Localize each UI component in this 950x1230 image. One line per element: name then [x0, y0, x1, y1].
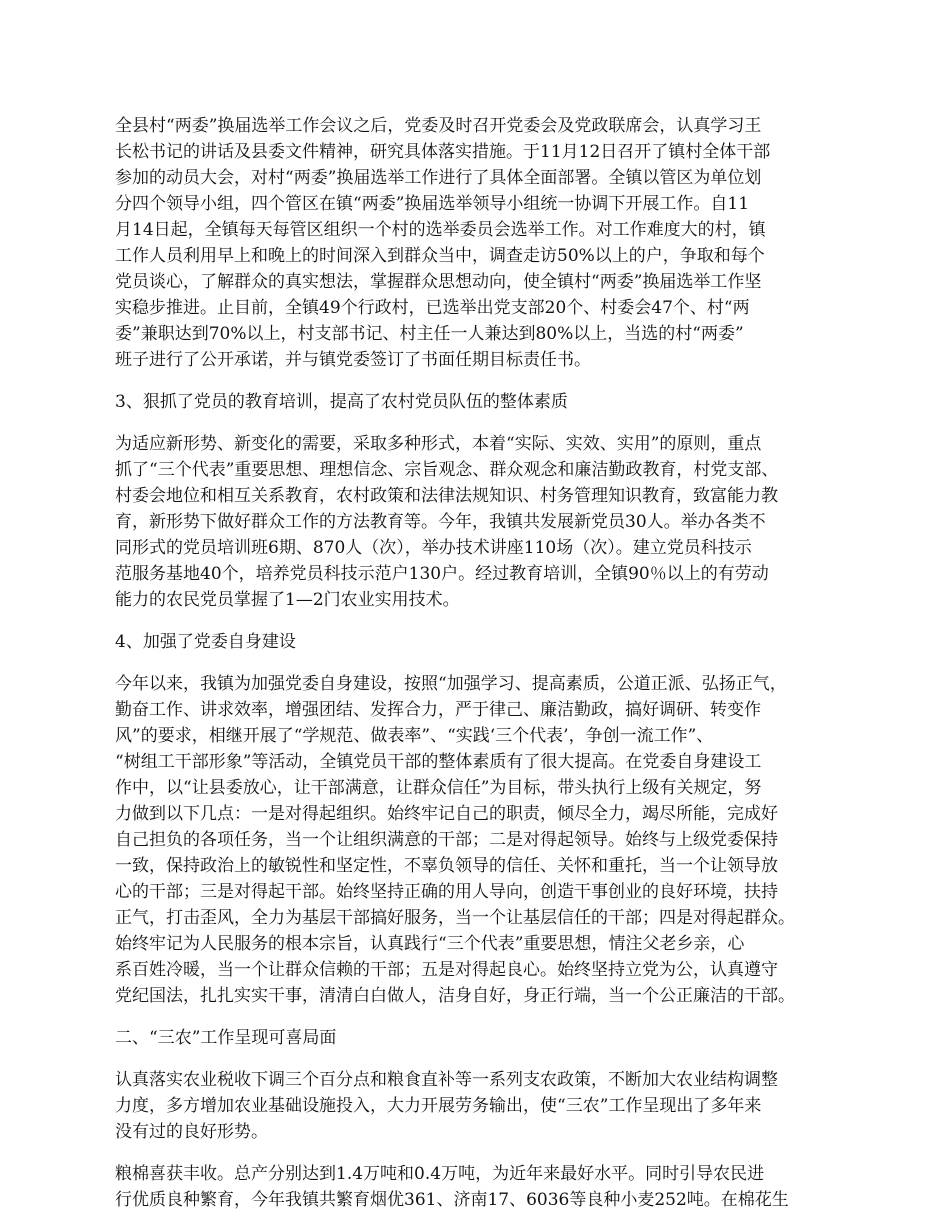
text-line: 育，新形势下做好群众工作的方法教育等。今年，我镇共发展新党员30人。举办各类不 [115, 512, 766, 532]
text-line: 认真落实农业税收下调三个百分点和粮食直补等一系列支农政策，不断加大农业结构调整 [115, 1070, 778, 1090]
text-line: 参加的动员大会，对村“两委”换届选举工作进行了具体全面部署。全镇以管区为单位划 [115, 168, 762, 188]
paragraph [115, 1161, 850, 1213]
text-line: 今年以来，我镇为加强党委自身建设，按照“加强学习、提高素质，公道正派、弘扬正气， [115, 674, 787, 694]
text-line: 勤奋工作、讲求效率，增强团结、发挥合力，严于律己、廉洁勤政，搞好调研、转变作 [115, 700, 761, 720]
document-page [115, 113, 850, 1229]
section-heading: 3、狠抓了党员的教育培训，提高了农村党员队伍的整体素质 [115, 392, 568, 412]
text-line: 心的干部；三是对得起干部。始终坚持正确的用人导向，创造干事创业的良好环境，扶持 [115, 882, 778, 902]
text-line: 始终牢记为人民服务的根本宗旨，认真践行“三个代表”重要思想，情注父老乡亲，心 [115, 934, 745, 954]
text-line: 风”的要求，相继开展了“学规范、做表率”、“实践‘三个代表’，争创一流工作”、 [115, 726, 714, 746]
text-line: 系百姓冷暖，当一个让群众信赖的干部；五是对得起良心。始终坚持立党为公，认真遵守 [115, 960, 778, 980]
text-line: 同形式的党员培训班6期、870人（次），举办技术讲座110场（次）。建立党员科技示 [115, 538, 752, 558]
paragraph [115, 431, 850, 613]
text-line: 粮棉喜获丰收。总产分别达到1.4万吨和0.4万吨，为近年来最好水平。同时引导农民进 [115, 1164, 765, 1184]
text-line: 自己担负的各项任务，当一个让组织满意的干部；二是对得起领导。始终与上级党委保持 [115, 830, 778, 850]
text-line: “树组工干部形象”等活动，全镇党员干部的整体素质有了很大提高。在党委自身建设工 [115, 752, 762, 772]
text-line: 力做到以下几点：一是对得起组织。始终牢记自己的职责，倾尽全力，竭尽所能，完成好 [115, 804, 778, 824]
paragraph [115, 113, 850, 373]
paragraph [115, 671, 850, 1009]
text-line: 实稳步推进。止目前，全镇49个行政村，已选举出党支部20个、村委会47个、村“两 [115, 298, 750, 318]
text-line: 为适应新形势、新变化的需要，采取多种形式，本着“实际、实效、实用”的原则，重点 [115, 434, 762, 454]
text-line: 全县村“两委”换届选举工作会议之后，党委及时召开党委会及党政联席会，认真学习王 [115, 116, 762, 136]
section-heading: 二、“三农”工作呈现可喜局面 [115, 1028, 337, 1048]
text-line: 力度，多方增加农业基础设施投入，大力开展劳务输出，使“三农”工作呈现出了多年来 [115, 1096, 762, 1116]
text-line: 月14日起，全镇每天每管区组织一个村的选举委员会选举工作。对工作难度大的村，镇 [115, 220, 766, 240]
text-line: 党纪国法，扎扎实实干事，清清白白做人，洁身自好，身正行端，当一个公正廉洁的干部。 [115, 986, 795, 1006]
text-line: 委”兼职达到70%以上，村支部书记、村主任一人兼达到80%以上，当选的村“两委” [115, 324, 744, 344]
text-line: 范服务基地40个，培养党员科技示范户130户。经过教育培训，全镇90％以上的有劳动 [115, 564, 769, 584]
text-line: 正气，打击歪风，全力为基层干部搞好服务，当一个让基层信任的干部；四是对得起群众。 [115, 908, 795, 928]
text-line: 没有过的良好形势。 [115, 1122, 268, 1142]
text-line: 村委会地位和相互关系教育，农村政策和法律法规知识、村务管理知识教育，致富能力教 [115, 486, 778, 506]
text-line: 分四个领导小组，四个管区在镇“两委”换届选举领导小组统一协调下开展工作。自11 [115, 194, 750, 214]
text-line: 作中，以“让县委放心，让干部满意，让群众信任”为目标，带头执行上级有关规定，努 [115, 778, 762, 798]
text-line: 班子进行了公开承诺，并与镇党委签订了书面任期目标责任书。 [115, 350, 591, 370]
text-line: 长松书记的讲话及县委文件精神，研究具体落实措施。于11月12日召开了镇村全体干部 [115, 142, 771, 162]
text-line: 一致，保持政治上的敏锐性和坚定性，不辜负领导的信任、关怀和重托，当一个让领导放 [115, 856, 778, 876]
text-line: 党员谈心，了解群众的真实想法，掌握群众思想动向，使全镇村“两委”换届选举工作坚 [115, 272, 762, 292]
text-line: 行优质良种繁育，今年我镇共繁育烟优361、济南17、6036等良种小麦252吨。在棉花生 [115, 1190, 789, 1210]
section-heading: 4、加强了党委自身建设 [115, 632, 296, 652]
text-line: 能力的农民党员掌握了1—2门农业实用技术。 [115, 590, 460, 610]
paragraph [115, 1067, 850, 1145]
text-line: 工作人员利用早上和晚上的时间深入到群众当中，调查走访50%以上的户，争取和每个 [115, 246, 765, 266]
text-line: 抓了“三个代表”重要思想、理想信念、宗旨观念、群众观念和廉洁勤政教育，村党支部、 [115, 460, 779, 480]
